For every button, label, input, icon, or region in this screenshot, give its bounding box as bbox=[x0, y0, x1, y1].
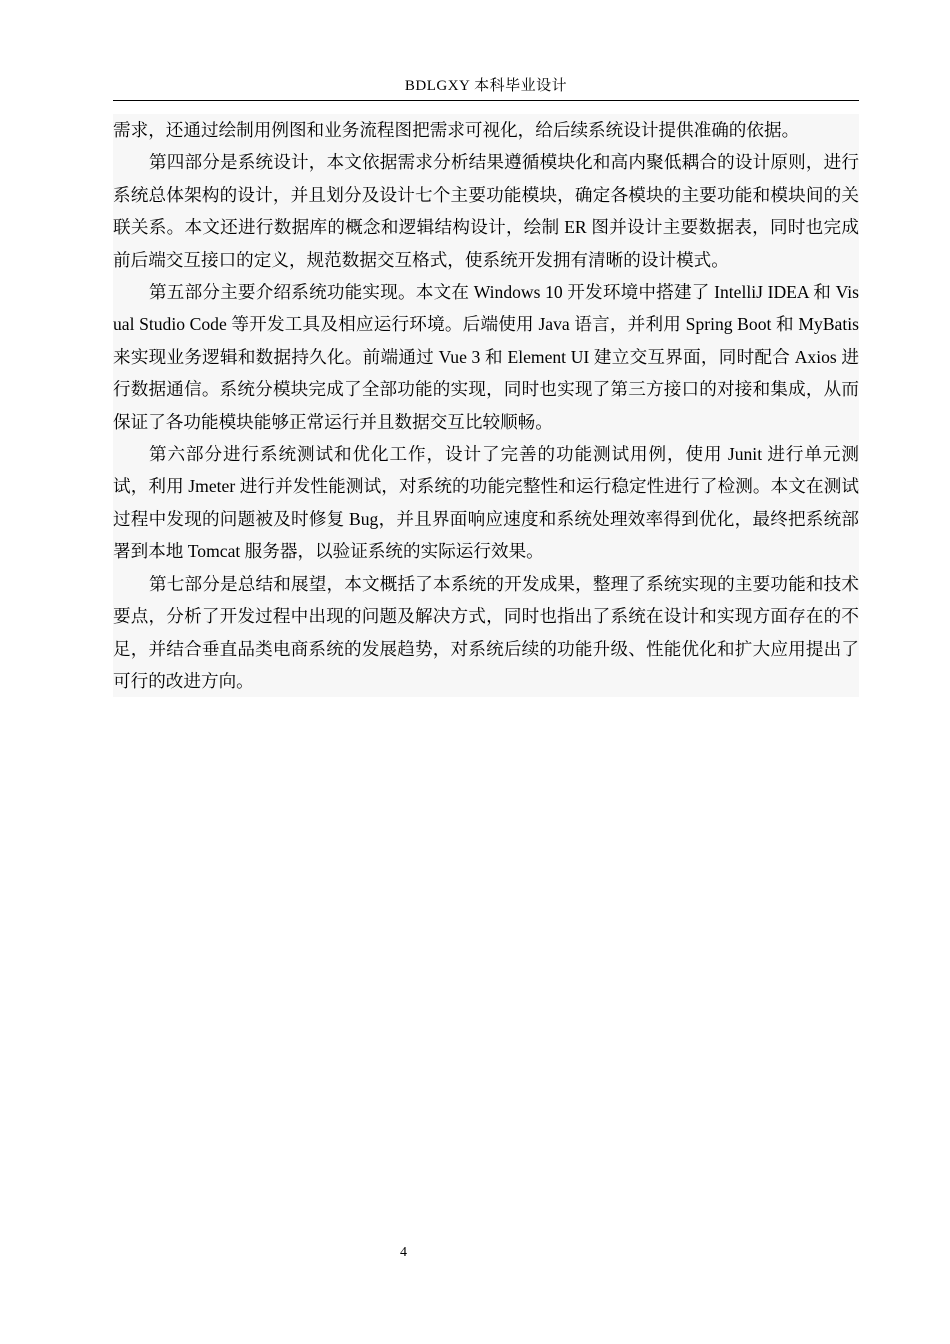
paragraph-implementation: 第五部分主要介绍系统功能实现。本文在 Windows 10 开发环境中搭建了 IntelliJ IDEA 和 Visual Studio Code 等开发工具及相应运行环境。后端使用 Java 语言，并利用 Spring Boot 和 MyBatis 来实现业务逻辑和数据持久化。前端通过 Vue 3 和 Element UI 建立交互界面，同时配合 Axios 进行数据通信。系统分模块完成了全部功能的实现，同时也实现了第三方接口的对接和集成，从而保证了各功能模块能够正常运行并且数据交互比较顺畅。 bbox=[113, 282, 859, 432]
paragraph-system-design: 第四部分是系统设计，本文依据需求分析结果遵循模块化和高内聚低耦合的设计原则，进行系统总体架构的设计，并且划分及设计七个主要功能模块，确定各模块的主要功能和模块间的关联关系。本文还进行数据库的概念和逻辑结构设计，绘制 ER 图并设计主要数据表，同时也完成前后端交互接口的定义，规范数据交互格式，使系统开发拥有清晰的设计模式。 bbox=[113, 152, 859, 270]
paragraph-conclusion: 第七部分是总结和展望，本文概括了本系统的开发成果，整理了系统实现的主要功能和技术要点，分析了开发过程中出现的问题及解决方式，同时也指出了系统在设计和实现方面存在的不足，并结合垂直品类电商系统的发展趋势，对系统后续的功能升级、性能优化和扩大应用提出了可行的改进方向。 bbox=[113, 573, 859, 691]
header-divider bbox=[113, 100, 859, 101]
page-header: BDLGXY 本科毕业设计 bbox=[404, 78, 568, 94]
body-text bbox=[113, 114, 859, 697]
paragraph-testing: 第六部分进行系统测试和优化工作，设计了完善的功能测试用例，使用 Junit 进行单元测试，利用 Jmeter 进行并发性能测试，对系统的功能完整性和运行稳定性进行了检测。本文在测试过程中发现的问题被及时修复 Bug，并且界面响应速度和系统处理效率得到优化，最终把系统部署到本地 Tomcat 服务器，以验证系统的实际运行效果。 bbox=[113, 444, 859, 562]
page-number: 4 bbox=[400, 1245, 407, 1260]
paragraph-requirements-continued: 需求，还通过绘制用例图和业务流程图把需求可视化，给后续系统设计提供准确的依据。 bbox=[113, 120, 800, 140]
